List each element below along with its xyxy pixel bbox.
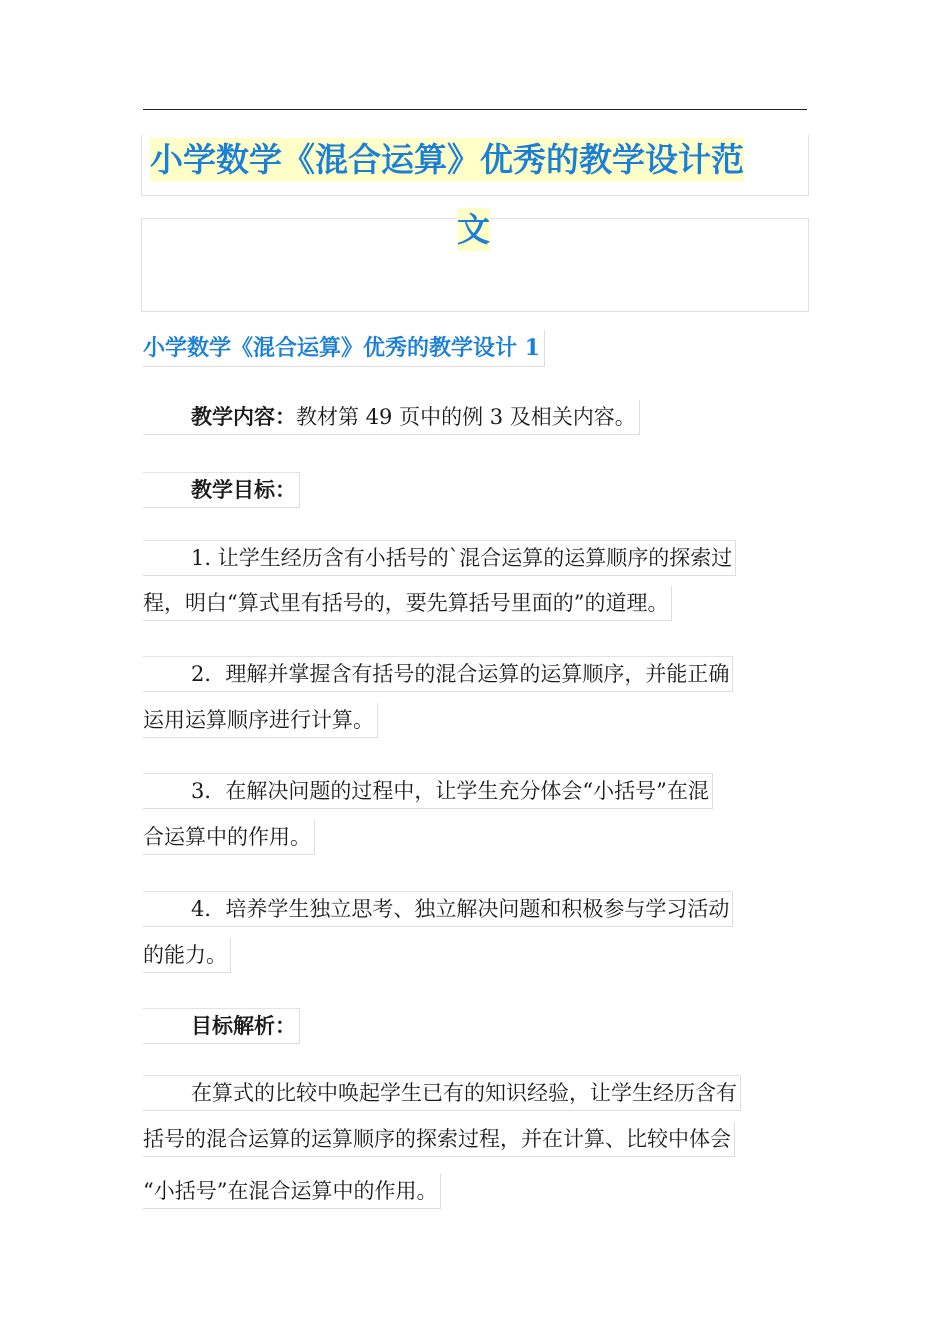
teaching-goals-label: 教学目标： (143, 472, 300, 508)
section-heading: 小学数学《混合运算》优秀的教学设计 1 (143, 330, 545, 367)
goal-3-line-1: 3．在解决问题的过程中，让学生充分体会“小括号”在混 (143, 773, 713, 809)
goal-4-line-1: 4．培养学生独立思考、独立解决问题和积极参与学习活动 (143, 891, 733, 927)
goal-2-line-2: 运用运算顺序进行计算。 (143, 703, 378, 738)
goal-1-line-1: 1. 让学生经历含有小括号的`混合运算的运算顺序的探索过 (143, 540, 736, 576)
header-rule (143, 109, 807, 110)
document-title-line-1: 小学数学《混合运算》优秀的教学设计范 (150, 140, 744, 179)
goal-4-line-2: 的能力。 (143, 938, 231, 973)
analysis-line-1: 在算式的比较中唤起学生已有的知识经验，让学生经历含有 (143, 1075, 741, 1111)
goal-analysis-label: 目标解析： (143, 1008, 300, 1044)
document-title-line-2: 文 (457, 210, 490, 249)
goal-3-line-2: 合运算中的作用。 (143, 820, 315, 855)
teaching-content-text: 教材第 49 页中的例 3 及相关内容。 (296, 405, 636, 429)
goal-1-line-2: 程，明白“算式里有括号的，要先算括号里面的”的道理。 (143, 586, 672, 621)
teaching-content-line (143, 400, 640, 435)
goal-2-line-1: 2．理解并掌握含有括号的混合运算的运算顺序，并能正确 (143, 656, 733, 692)
teaching-content-label: 教学内容： (191, 404, 296, 429)
analysis-line-2: 括号的混合运算的运算顺序的探索过程，并在计算、比较中体会 (143, 1122, 735, 1157)
analysis-line-3: “小括号”在混合运算中的作用。 (143, 1174, 441, 1209)
